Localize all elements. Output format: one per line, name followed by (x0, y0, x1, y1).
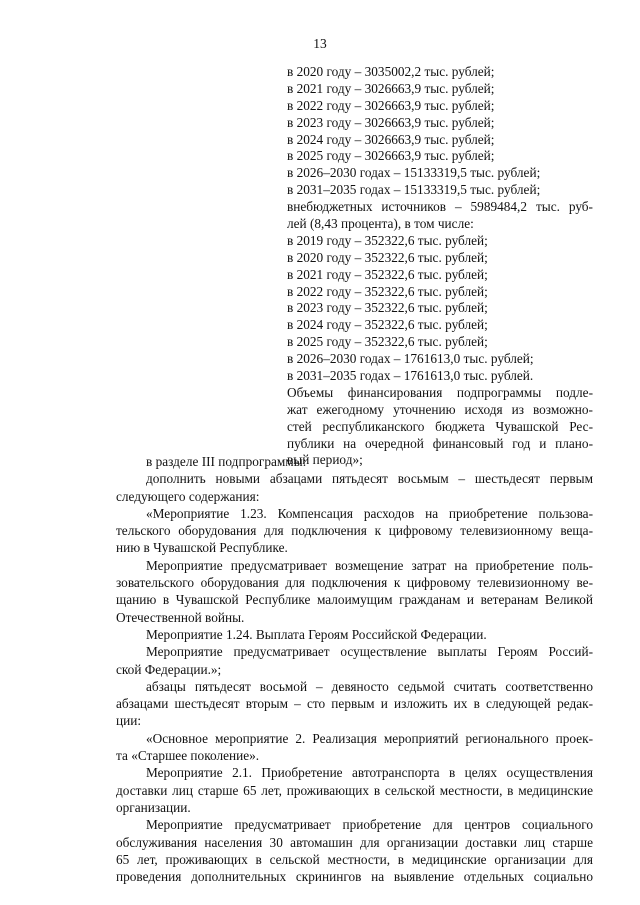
financing-line: Объемы финансирования подпрограммы подле- (287, 384, 593, 400)
financing-line: внебюджетных источников – 5989484,2 тыс. руб- (287, 199, 593, 215)
financing-line: в 2022 году – 352322,6 тыс. рублей; (287, 283, 488, 299)
financing-line: стей республиканского бюджета Чувашской Рес- (287, 418, 593, 434)
body-line: 65 лет, проживающих в сельской местности, в медицинские организации для (116, 851, 593, 867)
page-number: 13 (313, 36, 327, 51)
body-line: организации. (116, 799, 191, 815)
body-line: Мероприятие предусматривает возмещение затрат на приобретение поль- (146, 557, 593, 573)
financing-text-block (287, 64, 593, 469)
financing-line: в 2023 году – 352322,6 тыс. рублей; (287, 300, 488, 316)
body-line: Отечественной войны. (116, 609, 245, 625)
body-line: нию в Чувашской Республике. (116, 540, 288, 556)
financing-line: вый период»; (287, 452, 363, 468)
body-line: в разделе III подпрограммы: (146, 454, 307, 469)
financing-line: в 2025 году – 3026663,9 тыс. рублей; (287, 148, 495, 164)
body-line: «Мероприятие 1.23. Компенсация расходов на приобретение пользова- (146, 505, 593, 521)
financing-line: в 2026–2030 годах – 15133319,5 тыс. рублей; (287, 165, 541, 181)
financing-line: в 2022 году – 3026663,9 тыс. рублей; (287, 97, 495, 113)
body-line: ской Федерации.»; (116, 661, 222, 677)
financing-line: в 2031–2035 годах – 15133319,5 тыс. рублей; (287, 182, 541, 198)
financing-line: в 2025 году – 352322,6 тыс. рублей; (287, 334, 488, 350)
body-line: зовательского оборудования для подключения к цифровому телевизионному ве- (116, 575, 593, 591)
financing-line: в 2031–2035 годах – 1761613,0 тыс. рублей. (287, 368, 534, 384)
body-line: Мероприятие предусматривает приобретение для центров социального (146, 817, 593, 833)
financing-line: в 2021 году – 3026663,9 тыс. рублей; (287, 80, 495, 96)
financing-line: в 2020 году – 352322,6 тыс. рублей; (287, 249, 488, 265)
financing-line: лей (8,43 процента), в том числе: (287, 216, 474, 232)
body-text-block (116, 453, 593, 885)
body-line: обслуживания населения 30 автомашин для организации доставки лиц старше (116, 834, 593, 850)
body-line: та «Старшее поколение». (116, 748, 260, 764)
body-line: абзацами шестьдесят вторым – сто первым и изложить их в следующей редак- (116, 696, 593, 712)
body-line: Мероприятие предусматривает осуществление выплаты Героям Россий- (146, 644, 593, 660)
financing-line: в 2024 году – 3026663,9 тыс. рублей; (287, 131, 495, 147)
body-line: абзацы пятьдесят восьмой – девяносто седьмой считать соответственно (146, 678, 593, 694)
body-line: тельского оборудования для подключения к цифровому телевизионному веща- (116, 523, 593, 539)
body-line: Мероприятие 2.1. Приобретение автотранспорта в целях осуществления (146, 765, 593, 781)
financing-line: в 2021 году – 352322,6 тыс. рублей; (287, 266, 488, 282)
body-line: доставки лиц старше 65 лет, проживающих в сельской местности, в медицинские (116, 782, 593, 798)
financing-line: жат ежегодному уточнению исходя из возможно- (287, 401, 593, 417)
body-line: Мероприятие 1.24. Выплата Героям Российской Федерации. (146, 626, 487, 642)
body-line: щанию в Чувашской Республике малоимущим гражданам и ветеранам Великой (116, 592, 593, 608)
body-line: дополнить новыми абзацами пятьдесят восьмым – шестьдесят первым (146, 471, 593, 487)
financing-line: в 2019 году – 352322,6 тыс. рублей; (287, 232, 488, 248)
body-line: следующего содержания: (116, 488, 260, 504)
financing-line: в 2026–2030 годах – 1761613,0 тыс. рублей; (287, 351, 534, 367)
financing-line: публики на очередной финансовый год и плано- (287, 435, 593, 451)
financing-line: в 2024 году – 352322,6 тыс. рублей; (287, 317, 488, 333)
financing-line: в 2023 году – 3026663,9 тыс. рублей; (287, 114, 495, 130)
body-line: «Основное мероприятие 2. Реализация мероприятий регионального проек- (146, 730, 593, 746)
body-line: ции: (116, 713, 142, 729)
body-line: проведения дополнительных скринингов на выявление отдельных социально (116, 869, 593, 885)
financing-line: в 2020 году – 3035002,2 тыс. рублей; (287, 64, 495, 79)
